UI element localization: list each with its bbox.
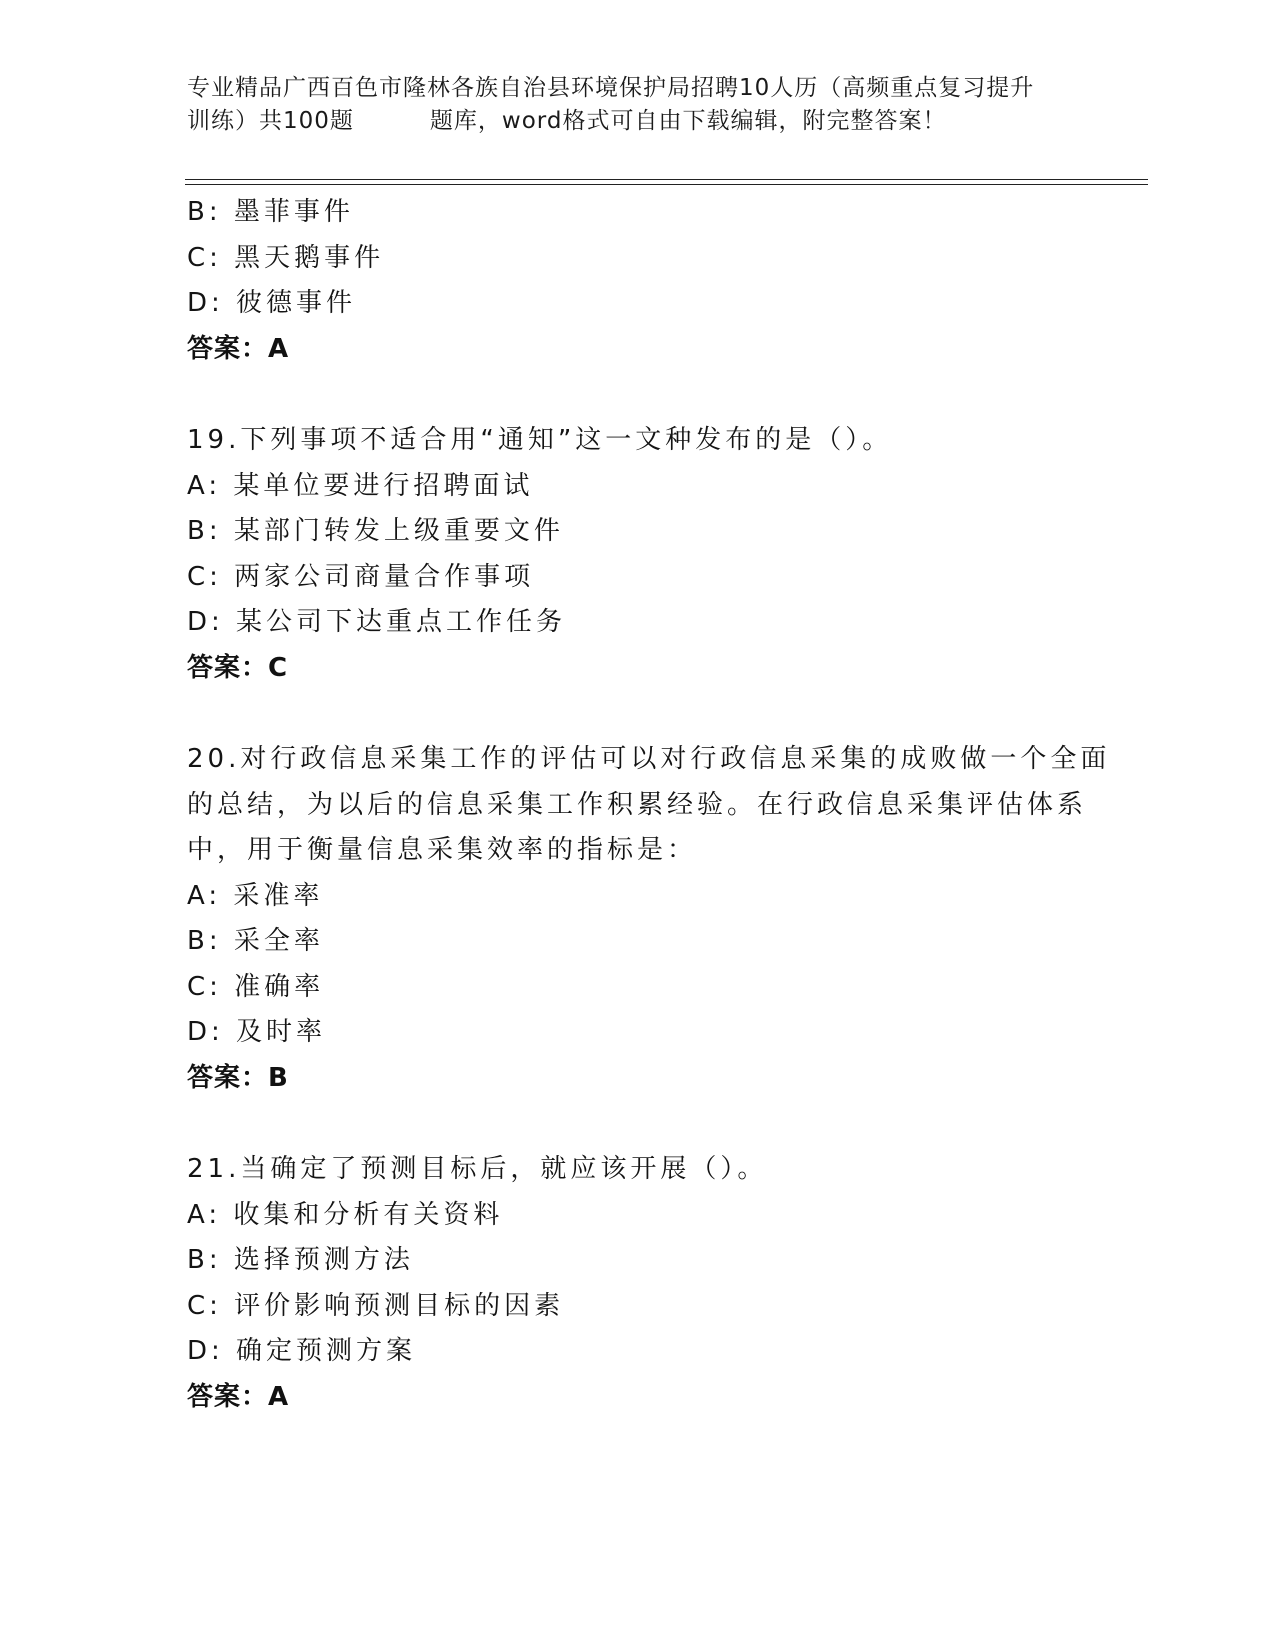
answer-line: 答案：B xyxy=(187,1062,289,1093)
option-a: A: 某单位要进行招聘面试 xyxy=(187,470,534,501)
header-title-line-2-left: 训练）共100题 xyxy=(187,108,354,134)
header-divider-bottom xyxy=(185,184,1148,185)
option-b: B: 采全率 xyxy=(187,926,324,956)
answer-line: 答案：A xyxy=(187,1381,290,1412)
option-c: C: 评价影响预测目标的因素 xyxy=(187,1290,565,1321)
question-list xyxy=(187,190,1111,1420)
header-divider-top xyxy=(185,179,1148,180)
option-c: C: 黑天鹅事件 xyxy=(187,242,385,273)
option-d: D: 某公司下达重点工作任务 xyxy=(187,607,567,637)
header-title-line-2-right: 题库，word格式可自由下载编辑，附完整答案！ xyxy=(429,108,947,134)
question-stem: 21.当确定了预测目标后，就应该开展（）。 xyxy=(187,1154,768,1184)
answer-line: 答案：A xyxy=(187,333,290,364)
question-18-tail xyxy=(187,190,1087,372)
option-d: D: 及时率 xyxy=(187,1017,327,1047)
header-title-line-1: 专业精品广西百色市隆林各族自治县环境保护局招聘10人历（高频重点复习提升 xyxy=(187,75,1035,101)
option-c: C: 准确率 xyxy=(187,971,325,1002)
option-b: B: 墨菲事件 xyxy=(187,197,354,227)
document-header xyxy=(187,72,1067,138)
option-d: D: 彼德事件 xyxy=(187,288,357,318)
option-a: A: 收集和分析有关资料 xyxy=(187,1199,504,1230)
question-stem-line-2: 的总结，为以后的信息采集工作积累经验。在行政信息采集评估体系 xyxy=(187,789,1088,820)
question-20 xyxy=(187,737,1111,1101)
question-stem: 19.下列事项不适合用“通知”这一文种发布的是（）。 xyxy=(187,425,893,455)
answer-line: 答案：C xyxy=(187,652,289,683)
option-a: A: 采准率 xyxy=(187,880,324,911)
option-b: B: 选择预测方法 xyxy=(187,1245,414,1275)
option-b: B: 某部门转发上级重要文件 xyxy=(187,516,564,546)
question-19 xyxy=(187,418,1087,691)
header-title-line-2 xyxy=(187,105,1067,138)
question-stem-line-1: 20.对行政信息采集工作的评估可以对行政信息采集的成败做一个全面 xyxy=(187,744,1111,774)
option-d: D: 确定预测方案 xyxy=(187,1336,417,1366)
question-stem xyxy=(187,737,1111,874)
question-21 xyxy=(187,1147,1087,1420)
option-c: C: 两家公司商量合作事项 xyxy=(187,561,535,592)
question-stem-line-3: 中，用于衡量信息采集效率的指标是： xyxy=(187,835,698,865)
